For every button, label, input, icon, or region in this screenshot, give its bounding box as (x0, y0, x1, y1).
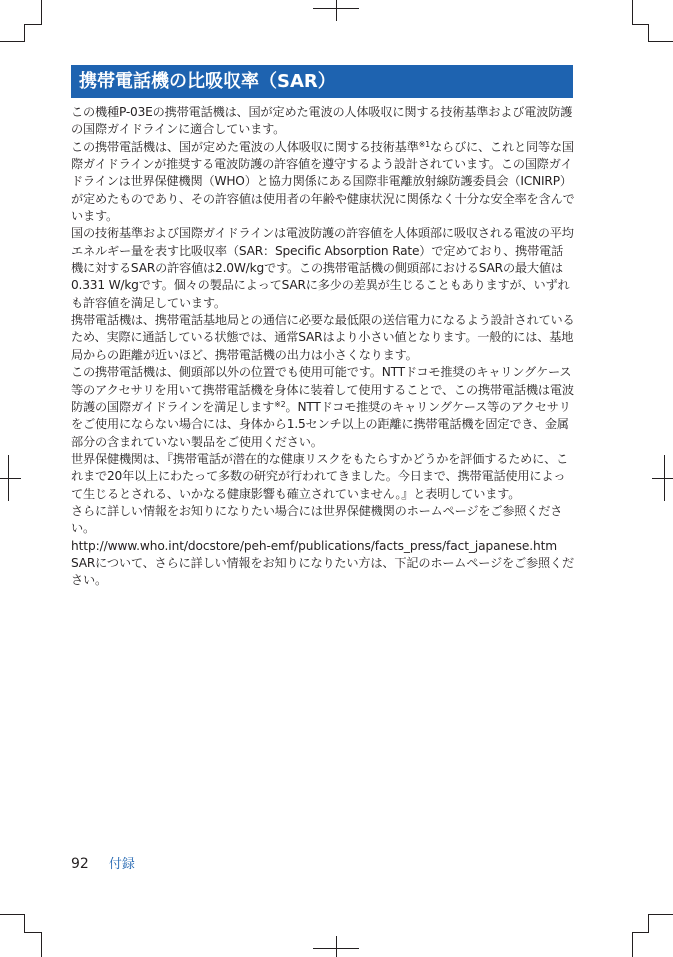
paragraph-output-power: 携帯電話機は、携帯電話基地局との通信に必要な最低限の送信電力になるよう設計されているため、実際に通話している状態では、通常SARはより小さい値となります。一般的には、基地局からの距離が近いほど、携帯電話機の出力は小さくなります。 (71, 313, 575, 362)
who-url-link[interactable]: http://www.who.int/docstore/peh-emf/publications/facts_press/fact_japanese.htm (71, 538, 558, 553)
section-title: 携帯電話機の比吸収率（SAR） (71, 65, 573, 98)
page-number: 92 (71, 856, 89, 872)
paragraph-more-info: さらに詳しい情報をお知りになりたい場合には世界保健機関のホームページをご参照ください。 (71, 503, 563, 536)
paragraph-body-worn: この携帯電話機は、側頭部以外の位置でも使用可能です。NTTドコモ推奨のキャリングケース等のアクセサリを用いて携帯電話機を身体に装着して使用することで、この携帯電話機は電波防護の国際ガイドラインを満足します$^{※2}$。NTTドコモ推奨のキャリングケース等のアクセサリをご使用にならない場合には、身体から1.5センチ以上の距離に携帯電話機を固定でき、金属部分の含まれていない製品をご使用ください。 (71, 365, 574, 449)
paragraph-guidelines: この携帯電話機は、国が定めた電波の人体吸収に関する技術基準$^{※1}$ならびに、これと同等な国際ガイドラインが推奨する電波防護の許容値を遵守するよう設計されています。この国際ガイドラインは世界保健機関（WHO）と協力関係にある国際非電離放射線防護委員会（ICNIRP）が定めたものであり、その許容値は使用者の年齢や健康状況に関係なく十分な安全率を含んでいます。 (71, 139, 575, 224)
paragraph-sar-limits: 国の技術基準および国際ガイドラインは電波防護の許容値を人体頭部に吸収される電波の平均エネルギー量を表す比吸収率（SAR：Specific Absorption Rate）で定めており、携帯電話機に対するSARの許容値は2.0W/kgです。この携帯電話機の側頭部におけるSARの最大値は 0.331 W/kgです。個々の製品によってSARに多少の差異が生じることもありますが、いずれも許容値を満足しています。 (71, 226, 574, 310)
footnote-ref-1: ※1 (418, 139, 431, 149)
page-footer (71, 853, 135, 872)
footnote-ref-2: ※2 (274, 399, 286, 409)
paragraph-compliance: この機種P-03Eの携帯電話機は、国が定めた電波の人体吸収に関する技術基準および電波防護の国際ガイドラインに適合しています。 (71, 105, 573, 137)
body-text (71, 104, 575, 590)
paragraph-who-statement: 世界保健機関は、『携帯電話が潜在的な健康リスクをもたらすかどうかを評価するために、これまで20年以上にわたって多数の研究が行われてきました。今日まで、携帯電話使用によって生じるとされる、いかなる健康影響も確立されていません。』と表明しています。 (71, 451, 569, 501)
paragraph-sar-info: SARについて、さらに詳しい情報をお知りになりたい方は、下記のホームページをご参照ください。 (71, 555, 574, 588)
footer-section-label: 付録 (108, 857, 135, 872)
